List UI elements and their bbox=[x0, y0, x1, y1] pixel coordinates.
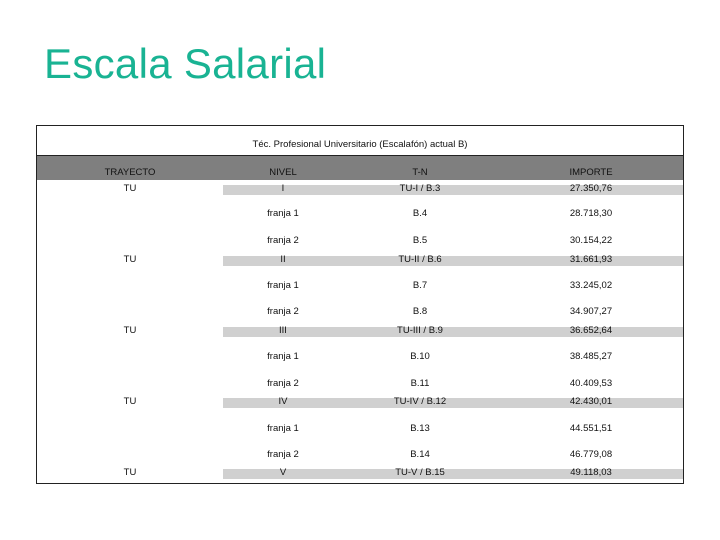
cell-tn: B.11 bbox=[410, 378, 430, 389]
cell-nivel: franja 2 bbox=[267, 378, 299, 389]
cell-importe: 30.154,22 bbox=[569, 235, 613, 246]
cell-trayecto: TU bbox=[123, 254, 137, 265]
cell-importe: 27.350,76 bbox=[569, 183, 613, 194]
table-row bbox=[37, 449, 683, 463]
table-row bbox=[37, 280, 683, 294]
table-row bbox=[37, 208, 683, 222]
cell-importe: 44.551,51 bbox=[569, 423, 613, 434]
table-row bbox=[37, 306, 683, 320]
cell-trayecto: TU bbox=[123, 467, 137, 478]
cell-importe: 42.430,01 bbox=[569, 396, 613, 407]
table-row bbox=[37, 235, 683, 249]
table-row bbox=[37, 325, 683, 339]
cell-trayecto: TU bbox=[123, 396, 137, 407]
cell-importe: 49.118,03 bbox=[570, 467, 612, 478]
cell-nivel: franja 1 bbox=[267, 423, 299, 434]
cell-tn: TU-I / B.3 bbox=[399, 183, 441, 194]
cell-nivel: franja 1 bbox=[267, 351, 299, 362]
cell-importe: 31.661,93 bbox=[569, 254, 613, 265]
cell-importe: 46.779,08 bbox=[569, 449, 613, 460]
cell-tn: TU-II / B.6 bbox=[398, 254, 442, 265]
cell-nivel: franja 2 bbox=[267, 306, 299, 317]
cell-tn: B.7 bbox=[412, 280, 428, 291]
cell-importe: 33.245,02 bbox=[569, 280, 613, 291]
cell-tn: B.13 bbox=[410, 423, 430, 434]
cell-nivel: IV bbox=[278, 396, 288, 407]
cell-nivel: I bbox=[281, 183, 285, 194]
cell-tn: TU-IV / B.12 bbox=[393, 396, 447, 407]
cell-trayecto: TU bbox=[123, 325, 137, 336]
table-caption: Téc. Profesional Universitario (Escalafón) actual B) bbox=[37, 126, 683, 156]
cell-importe: 38.485,27 bbox=[569, 351, 613, 362]
cell-nivel: franja 1 bbox=[267, 208, 299, 219]
table-row bbox=[37, 254, 683, 268]
cell-tn: B.14 bbox=[410, 449, 430, 460]
cell-nivel: franja 2 bbox=[267, 235, 299, 246]
cell-importe: 34.907,27 bbox=[569, 306, 613, 317]
table-row bbox=[37, 183, 683, 197]
cell-nivel: franja 2 bbox=[267, 449, 299, 460]
cell-tn: B.10 bbox=[410, 351, 430, 362]
cell-importe: 36.652,64 bbox=[569, 325, 613, 336]
cell-importe: 40.409,53 bbox=[569, 378, 613, 389]
table-row bbox=[37, 396, 683, 410]
cell-tn: B.4 bbox=[412, 208, 428, 219]
page-title: Escala Salarial bbox=[44, 40, 327, 87]
header-nivel: NIVEL bbox=[269, 167, 297, 178]
header-tn: T-N bbox=[412, 167, 428, 178]
salary-table bbox=[36, 125, 684, 484]
table-row bbox=[37, 378, 683, 392]
cell-tn: TU-V / B.15 bbox=[395, 467, 445, 478]
cell-nivel: III bbox=[279, 325, 287, 336]
cell-tn: B.5 bbox=[412, 235, 428, 246]
table-header-row bbox=[37, 156, 683, 180]
cell-trayecto: TU bbox=[123, 183, 137, 194]
cell-nivel: franja 1 bbox=[267, 280, 299, 291]
table-row bbox=[37, 423, 683, 437]
table-row bbox=[37, 351, 683, 365]
cell-tn: TU-III / B.9 bbox=[397, 325, 443, 336]
cell-nivel: V bbox=[279, 467, 287, 478]
cell-nivel: II bbox=[280, 254, 286, 265]
header-trayecto: TRAYECTO bbox=[104, 167, 156, 178]
header-importe: IMPORTE bbox=[569, 167, 613, 178]
table-row bbox=[37, 467, 683, 481]
cell-importe: 28.718,30 bbox=[569, 208, 613, 219]
cell-tn: B.8 bbox=[412, 306, 428, 317]
